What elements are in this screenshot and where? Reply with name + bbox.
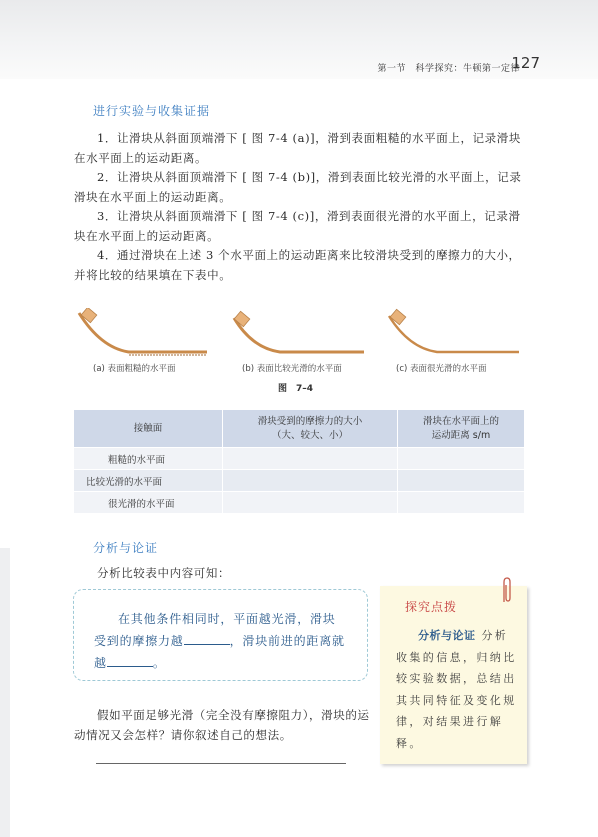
row-friction-cell[interactable] bbox=[223, 470, 398, 492]
row-surface-label: 比较光滑的水平面 bbox=[74, 470, 223, 492]
header-surface-text: 接触面 bbox=[133, 422, 163, 434]
figure-a-caption: (a) 表面粗糙的水平面 bbox=[93, 364, 176, 374]
step-4: 4．通过滑块在上述 3 个水平面上的运动距离来比较滑块受到的摩擦力的大小，并将比较的结果填在下表中。 bbox=[74, 248, 521, 282]
row-friction-cell[interactable] bbox=[223, 448, 398, 470]
analysis-intro: 分析比较表中内容可知： bbox=[97, 566, 231, 580]
row-distance-cell[interactable] bbox=[398, 492, 525, 514]
step-1: 1．让滑块从斜面顶端滑下 [ 图 7-4 (a)]，滑到表面粗糙的水平面上，记录滑块在水平面上的运动距离。 bbox=[74, 131, 521, 165]
figure-b-caption: (b) 表面比较光滑的水平面 bbox=[242, 364, 342, 374]
tip-body bbox=[396, 625, 518, 754]
tip-keyword: 分析与论证 bbox=[418, 629, 476, 642]
blank-distance[interactable] bbox=[107, 652, 153, 667]
left-margin-strip bbox=[0, 548, 10, 837]
step-2: 2．让滑块从斜面顶端滑下 [ 图 7-4 (b)]，滑到表面比较光滑的水平面上，记录滑块在水平面上的运动距离。 bbox=[74, 170, 522, 204]
table-row bbox=[74, 448, 525, 470]
answer-line[interactable] bbox=[96, 763, 346, 764]
tip-title: 探究点拨 bbox=[405, 600, 458, 614]
row-surface-label: 很光滑的水平面 bbox=[74, 492, 223, 514]
paperclip-icon bbox=[500, 576, 514, 606]
row-distance-cell[interactable] bbox=[398, 448, 525, 470]
tip-text: 分析收集的信息，归纳比较实验数据，总结出其共同特征及变化规律，对结果进行解释。 bbox=[396, 629, 517, 750]
step-3: 3．让滑块从斜面顶端滑下 [ 图 7-4 (c)]，滑到表面很光滑的水平面上，记录滑块在水平面上的运动距离。 bbox=[74, 209, 521, 243]
table-header-surface bbox=[74, 410, 223, 448]
table-header-friction bbox=[223, 410, 398, 448]
blank-friction[interactable] bbox=[184, 630, 230, 645]
figure-c-caption: (c) 表面很光滑的水平面 bbox=[396, 364, 487, 374]
section-title-experiment: 进行实验与收集证据 bbox=[93, 104, 211, 118]
figure-b-ramp bbox=[230, 308, 364, 360]
conclusion-text-3: 。 bbox=[152, 656, 166, 670]
table-row bbox=[74, 492, 525, 514]
question-paragraph: 假如平面足够光滑（完全没有摩擦阻力），滑块的运动情况又会怎样？请你叙述自己的想法。 bbox=[74, 708, 370, 742]
row-surface-label: 粗糙的水平面 bbox=[74, 448, 223, 470]
chapter-header: 第一节 科学探究：牛顿第一定律 bbox=[377, 64, 520, 74]
figure-a-ramp bbox=[73, 308, 207, 360]
table-row bbox=[74, 470, 525, 492]
header-friction-line2: （大、较大、小） bbox=[271, 429, 348, 441]
header-distance-line1: 滑块在水平面上的 bbox=[422, 415, 499, 427]
header-distance-line2: 运动距离 s/m bbox=[431, 429, 491, 441]
header-friction-line1: 滑块受到的摩擦力的大小 bbox=[257, 415, 363, 427]
figure-label: 图 7–4 bbox=[278, 384, 314, 394]
figure-c-ramp bbox=[385, 308, 519, 360]
page-number: 127 bbox=[511, 54, 540, 72]
conclusion-text-1: 在其他条件相同时，平面越光滑，滑块受到的摩擦力越 bbox=[94, 612, 336, 648]
conclusion-text-2: ，滑块前进的距离就越 bbox=[94, 634, 345, 670]
table-header-distance bbox=[398, 410, 525, 448]
conclusion-box bbox=[73, 589, 368, 681]
row-friction-cell[interactable] bbox=[223, 492, 398, 514]
row-distance-cell[interactable] bbox=[398, 470, 525, 492]
results-table bbox=[73, 409, 525, 514]
section-title-analysis: 分析与论证 bbox=[93, 541, 159, 555]
